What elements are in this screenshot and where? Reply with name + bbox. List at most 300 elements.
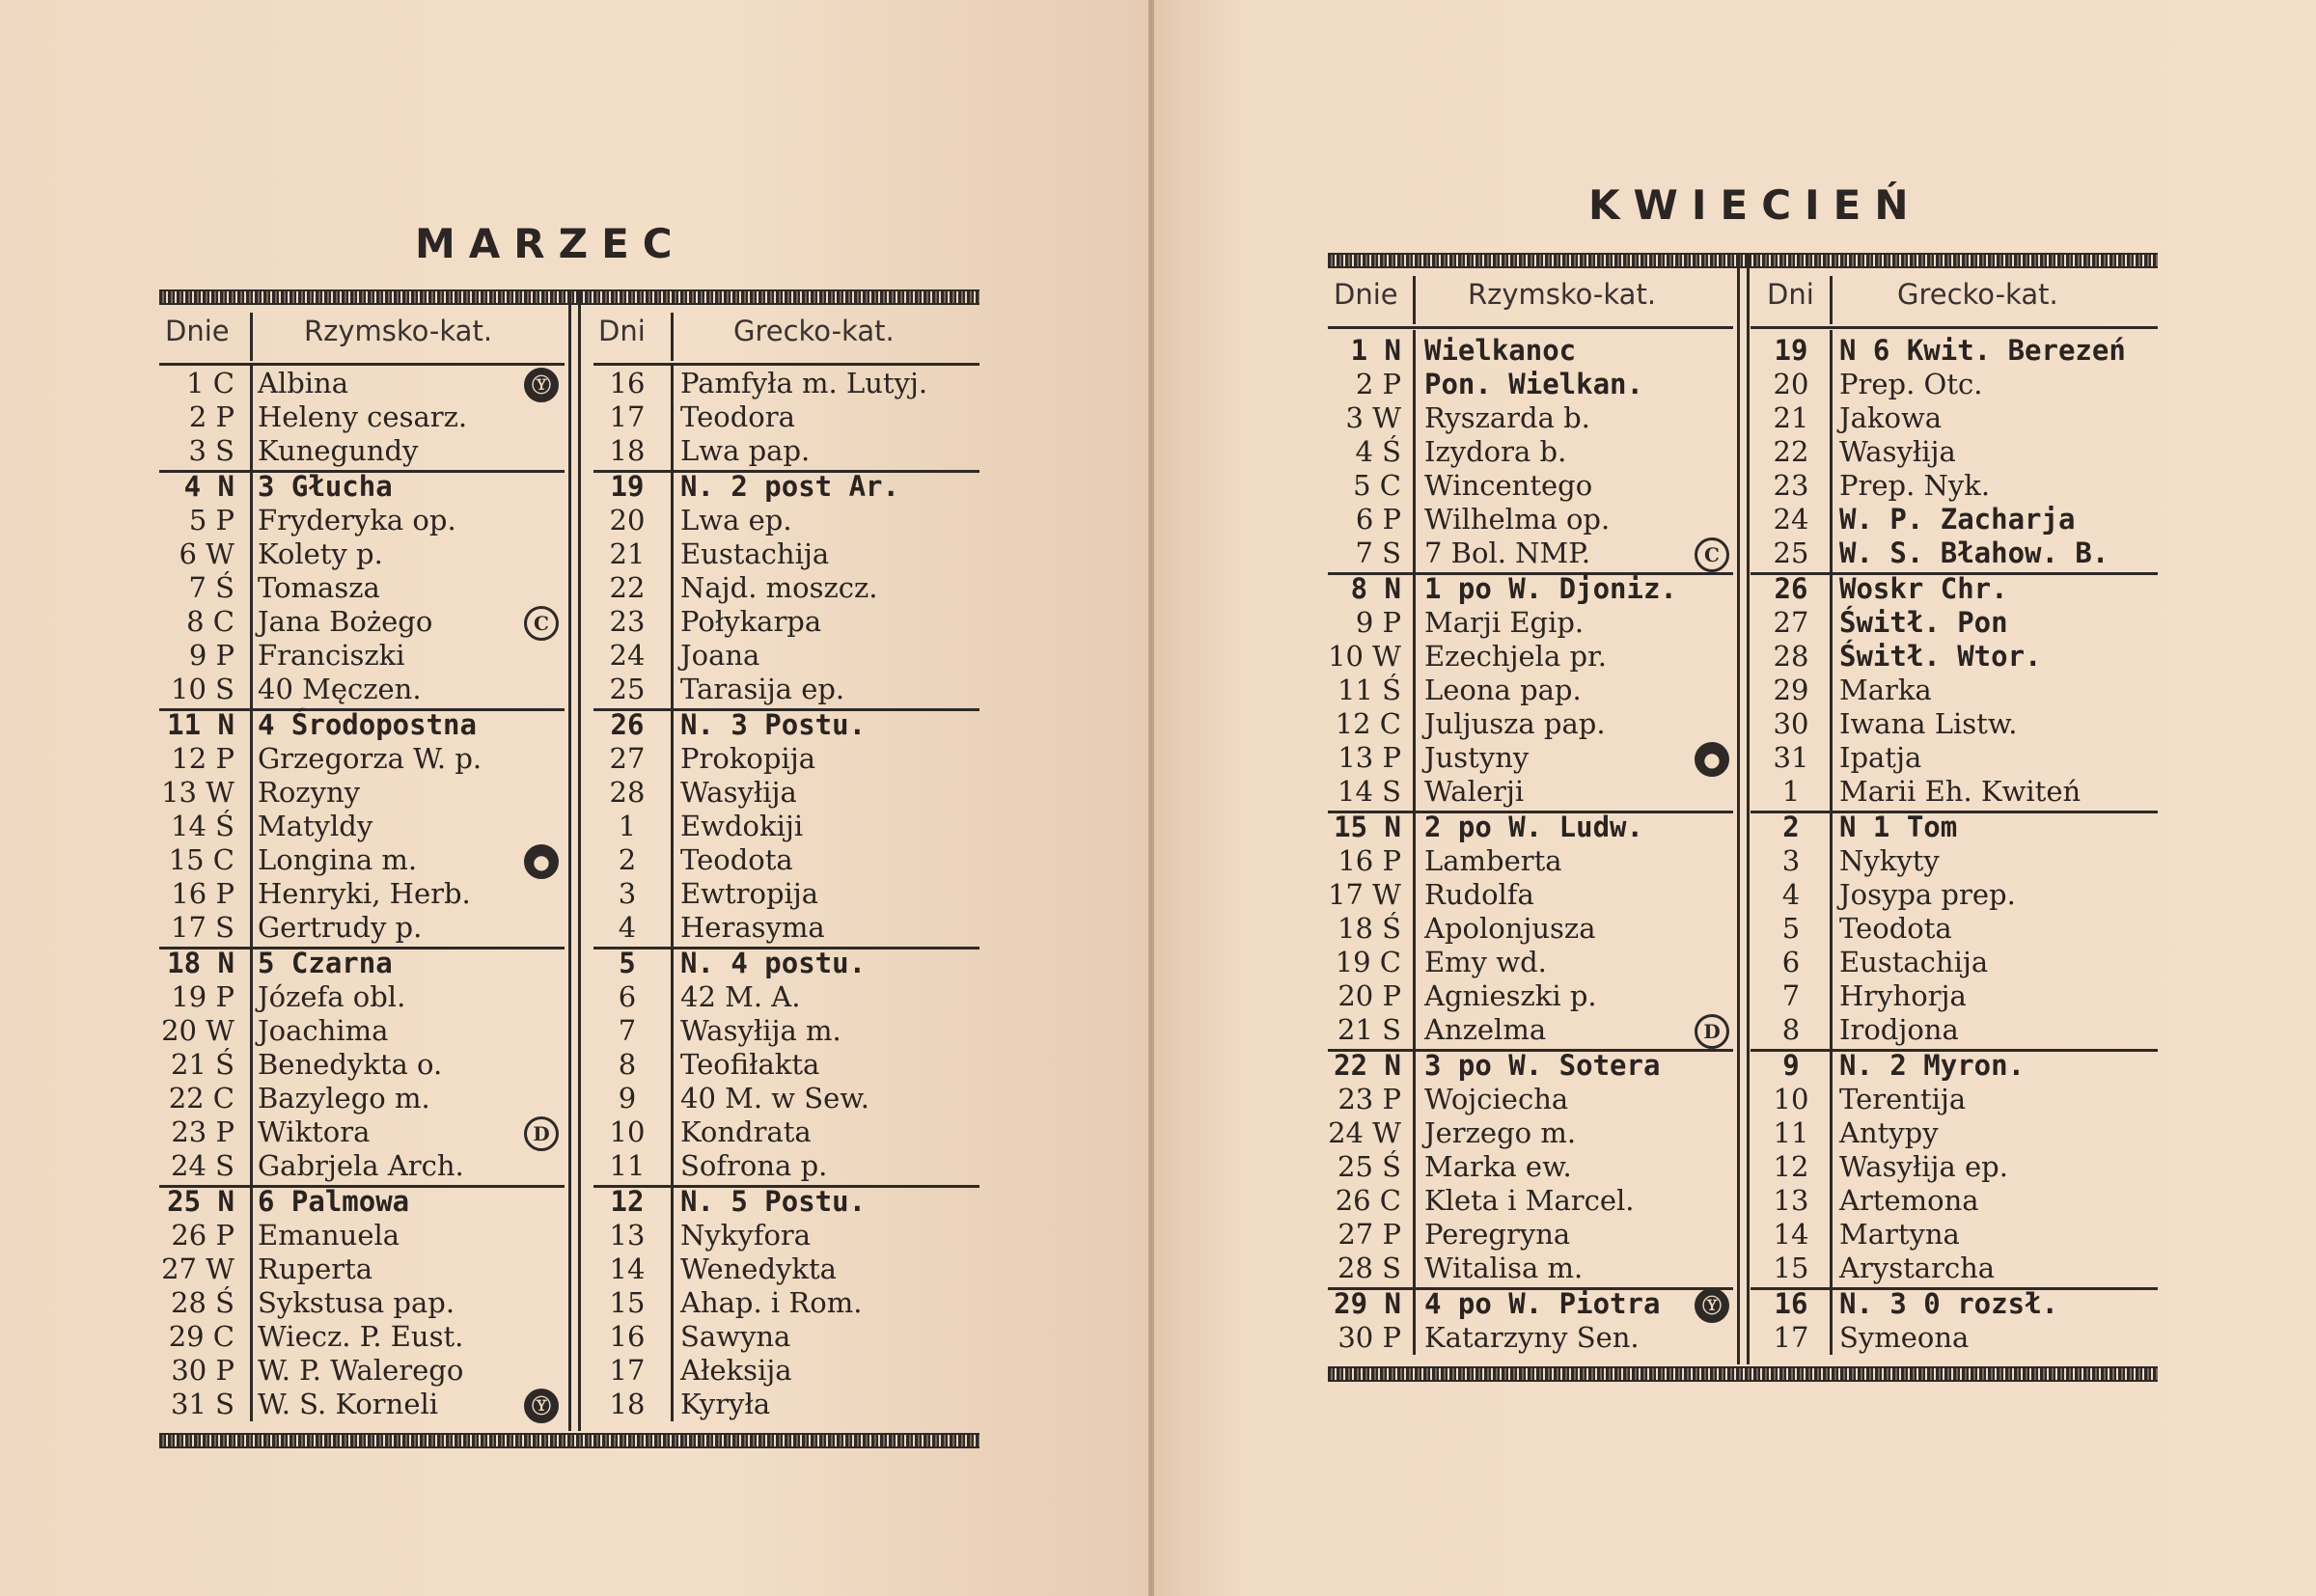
- roman-saint: Wojciecha: [1424, 1083, 1569, 1115]
- greek-day: 13: [1773, 1184, 1809, 1217]
- header-g_days: Dni: [1767, 278, 1814, 311]
- calendar-row: [159, 810, 979, 843]
- greek-saint: Antypy: [1839, 1116, 1939, 1149]
- roman-saint: Bazylego m.: [258, 1082, 430, 1114]
- greek-saint: Ewtropija: [680, 877, 819, 910]
- day-number: 4 N: [183, 470, 234, 503]
- moon-phase-icon: ●: [1695, 742, 1729, 777]
- day-number: 2 P: [188, 400, 234, 433]
- roman-saint: Józefa obl.: [258, 980, 406, 1013]
- calendar-row: [1328, 469, 2158, 503]
- calendar-row: [159, 877, 979, 911]
- greek-day: 20: [1773, 368, 1809, 400]
- roman-saint: Wiecz. P. Eust.: [258, 1320, 464, 1353]
- calendar-row: [159, 947, 979, 980]
- greek-saint: Tarasija ep.: [680, 673, 845, 705]
- roman-saint: Lamberta: [1424, 844, 1562, 877]
- roman-saint: 6 Palmowa: [258, 1185, 410, 1218]
- greek-saint: Eustachija: [680, 537, 830, 570]
- calendar-row: [1328, 946, 2158, 979]
- day-number: 13 W: [161, 776, 234, 809]
- calendar-row: [159, 843, 979, 877]
- roman-saint: Franciszki: [258, 639, 405, 672]
- calendar-row: [159, 980, 979, 1014]
- greek-saint: Nykyty: [1839, 844, 1940, 877]
- greek-saint: Ahap. i Rom.: [680, 1286, 863, 1319]
- right-page: [1154, 0, 2316, 1596]
- roman-saint: Wincentego: [1424, 469, 1593, 502]
- greek-day: 18: [609, 434, 646, 467]
- greek-saint: Lwa pap.: [680, 434, 811, 467]
- calendar-row: [159, 367, 979, 400]
- day-number: 22 C: [168, 1082, 234, 1114]
- greek-saint: Ałeksija: [680, 1354, 792, 1387]
- greek-day: 1: [618, 810, 637, 842]
- greek-day: 13: [609, 1219, 646, 1252]
- roman-saint: Juljusza pap.: [1424, 707, 1606, 740]
- greek-day: 25: [1773, 537, 1809, 569]
- roman-saint: Longina m.: [258, 843, 418, 876]
- roman-saint: Pon. Wielkan.: [1424, 368, 1643, 400]
- calendar-row: [1328, 1321, 2158, 1355]
- calendar-row: [159, 400, 979, 434]
- day-number: 14 S: [1337, 775, 1401, 808]
- day-column-divider: [250, 363, 253, 1421]
- calendar-row: [159, 1082, 979, 1115]
- greek-saint: Jakowa: [1839, 401, 1943, 434]
- greek-saint: Marii Eh. Kwiteń: [1839, 775, 2082, 808]
- greek-saint: Wasyłija ep.: [1839, 1150, 2008, 1183]
- greek-saint: Wasyłija m.: [680, 1014, 841, 1047]
- greek-saint: Wasyłija: [680, 776, 797, 809]
- roman-saint: W. P. Walerego: [258, 1354, 464, 1387]
- border-bottom-march: [159, 1433, 979, 1448]
- day-number: 19 C: [1335, 946, 1401, 978]
- day-number: 20 W: [161, 1014, 234, 1047]
- greek-day: 22: [1773, 435, 1809, 468]
- calendar-row: [159, 673, 979, 706]
- greek-day: 8: [1781, 1013, 1801, 1046]
- calendar-row: [1328, 1150, 2158, 1184]
- greek-day: 29: [1773, 674, 1809, 706]
- calendar-row: [1328, 1287, 2158, 1321]
- roman-saint: Kleta i Marcel.: [1424, 1184, 1635, 1217]
- day-number: 16 P: [1337, 844, 1401, 877]
- day-number: 15 C: [168, 843, 234, 876]
- greek-day: 21: [609, 537, 646, 570]
- greek-day: 15: [1773, 1252, 1809, 1284]
- greek-day: 1: [1781, 775, 1801, 808]
- day-number: 23 P: [171, 1115, 234, 1148]
- greek-day: 24: [1773, 503, 1809, 536]
- day-number: 11 N: [167, 708, 234, 741]
- calendar-table-march: [159, 289, 979, 1486]
- greek-day: 14: [609, 1252, 646, 1285]
- day-number: 5 C: [1353, 469, 1401, 502]
- roman-saint: Agnieszki p.: [1424, 979, 1597, 1012]
- greek-day: 6: [618, 980, 637, 1013]
- roman-saint: Kolety p.: [258, 537, 383, 570]
- day-number: 11 Ś: [1337, 674, 1401, 706]
- day-number: 9 P: [188, 639, 234, 672]
- greek-saint: Najd. moszcz.: [680, 571, 878, 604]
- calendar-row: [159, 571, 979, 605]
- roman-saint: Ryszarda b.: [1424, 401, 1590, 434]
- header-greek: Grecko-kat.: [1897, 278, 2058, 311]
- calendar-row: [1328, 537, 2158, 570]
- day-number: 24 W: [1328, 1116, 1401, 1149]
- greek-day: 11: [1773, 1116, 1809, 1149]
- day-number: 29 C: [168, 1320, 234, 1353]
- roman-saint: Fryderyka op.: [258, 504, 456, 537]
- roman-saint: 40 Męczen.: [258, 673, 422, 705]
- greek-day: 5: [619, 947, 636, 979]
- day-number: 12 P: [171, 742, 234, 775]
- greek-day: 31: [1773, 741, 1809, 774]
- day-number: 1 N: [1350, 334, 1401, 367]
- day-column-divider: [1830, 330, 1833, 1355]
- calendar-row: [1328, 401, 2158, 435]
- day-number: 7 S: [1355, 537, 1401, 569]
- greek-day: 15: [609, 1286, 646, 1319]
- day-number: 5 P: [188, 504, 234, 537]
- roman-saint: Izydora b.: [1424, 435, 1567, 468]
- roman-saint: Gabrjela Arch.: [258, 1149, 464, 1182]
- greek-saint: Eustachija: [1839, 946, 1989, 978]
- roman-saint: Marji Egip.: [1424, 606, 1585, 639]
- calendar-row: [159, 1286, 979, 1320]
- border-top-april: [1328, 253, 2158, 268]
- day-number: 31 S: [171, 1388, 234, 1420]
- greek-day: 17: [609, 1354, 646, 1387]
- greek-day: 24: [609, 639, 646, 672]
- roman-saint: Justyny: [1424, 741, 1530, 774]
- greek-saint: Sofrona p.: [680, 1149, 828, 1182]
- day-number: 14 Ś: [171, 810, 234, 842]
- day-number: 6 P: [1355, 503, 1401, 536]
- roman-saint: Heleny cesarz.: [258, 400, 468, 433]
- roman-saint: Matyldy: [258, 810, 373, 842]
- moon-phase-icon: D: [524, 1116, 559, 1151]
- greek-saint: Wasyłija: [1839, 435, 1956, 468]
- greek-day: 27: [609, 742, 646, 775]
- roman-saint: Jana Bożego: [258, 605, 433, 638]
- roman-saint: 5 Czarna: [258, 947, 393, 979]
- day-number: 10 S: [171, 673, 234, 705]
- day-number: 26 C: [1335, 1184, 1401, 1217]
- calendar-row: [159, 776, 979, 810]
- greek-saint: W. S. Błahow. B.: [1839, 537, 2109, 569]
- roman-saint: Henryki, Herb.: [258, 877, 471, 910]
- day-number: 4 Ś: [1355, 435, 1401, 468]
- calendar-row: [159, 742, 979, 776]
- greek-saint: 42 M. A.: [680, 980, 801, 1013]
- calendar-row: [159, 1354, 979, 1388]
- day-number: 2 P: [1355, 368, 1401, 400]
- day-number: 9 P: [1355, 606, 1401, 639]
- greek-day: 4: [618, 911, 637, 944]
- day-number: 18 Ś: [1337, 912, 1401, 945]
- greek-saint: Kondrata: [680, 1115, 812, 1148]
- roman-saint: Peregryna: [1424, 1218, 1571, 1251]
- day-number: 24 S: [171, 1149, 234, 1182]
- calendar-row: [1328, 775, 2158, 809]
- greek-saint: N 6 Kwit. Berezeń: [1839, 334, 2126, 367]
- day-number: 23 P: [1337, 1083, 1401, 1115]
- header-greek: Grecko-kat.: [733, 315, 895, 347]
- greek-saint: Lwa ep.: [680, 504, 792, 537]
- calendar-row: [1328, 811, 2158, 844]
- roman-saint: Kunegundy: [258, 434, 419, 467]
- calendar-row: [159, 434, 979, 468]
- header-divider: [1413, 276, 1416, 324]
- calendar-row: [1328, 572, 2158, 606]
- day-number: 7 Ś: [188, 571, 234, 604]
- calendar-row: [1328, 1218, 2158, 1252]
- calendar-row: [159, 504, 979, 537]
- calendar-row: [1328, 844, 2158, 878]
- day-number: 18 N: [167, 947, 234, 979]
- greek-day: 19: [610, 470, 645, 503]
- greek-saint: Ipatja: [1839, 741, 1922, 774]
- roman-saint: Wilhelma op.: [1424, 503, 1611, 536]
- day-number: 3 S: [188, 434, 234, 467]
- greek-saint: N. 2 post Ar.: [680, 470, 899, 503]
- header-divider: [671, 313, 674, 361]
- day-column-divider: [1413, 330, 1416, 1355]
- header-rule: [1751, 326, 2158, 329]
- greek-saint: N. 4 postu.: [680, 947, 867, 979]
- day-number: 27 W: [161, 1252, 234, 1285]
- roman-saint: Gertrudy p.: [258, 911, 423, 944]
- header-days: Dnie: [1334, 278, 1398, 311]
- greek-saint: N 1 Tom: [1839, 811, 1958, 843]
- roman-saint: Benedykta o.: [258, 1048, 443, 1081]
- day-number: 12 C: [1335, 707, 1401, 740]
- roman-saint: Tomasza: [258, 571, 380, 604]
- greek-saint: Wenedykta: [680, 1252, 837, 1285]
- greek-saint: Symeona: [1839, 1321, 1970, 1354]
- roman-saint: Grzegorza W. p.: [258, 742, 482, 775]
- calendar-row: [1328, 368, 2158, 401]
- day-number: 21 S: [1337, 1013, 1401, 1046]
- roman-saint: 4 po W. Piotra: [1424, 1287, 1661, 1320]
- roman-saint: 7 Bol. NMP.: [1424, 537, 1591, 569]
- day-number: 20 P: [1337, 979, 1401, 1012]
- greek-saint: Teodota: [1839, 912, 1952, 945]
- greek-day: 16: [609, 367, 646, 399]
- calendar-row: [159, 1149, 979, 1183]
- greek-day: 5: [1781, 912, 1801, 945]
- roman-saint: 1 po W. Djoniz.: [1424, 572, 1677, 605]
- header-roman: Rzymsko-kat.: [1468, 278, 1657, 311]
- greek-saint: Kyryła: [680, 1388, 771, 1420]
- header-rule: [593, 363, 979, 366]
- calendar-row: [159, 911, 979, 945]
- roman-saint: W. S. Korneli: [258, 1388, 439, 1420]
- greek-saint: Iwana Listw.: [1839, 707, 2018, 740]
- calendar-row: [159, 708, 979, 742]
- roman-saint: Sykstusa pap.: [258, 1286, 455, 1319]
- day-number: 8 C: [186, 605, 234, 638]
- greek-day: 27: [1773, 606, 1809, 639]
- roman-saint: Leona pap.: [1424, 674, 1582, 706]
- roman-saint: 2 po W. Ludw.: [1424, 811, 1643, 843]
- greek-day: 7: [1781, 979, 1801, 1012]
- calendar-row: [159, 1048, 979, 1082]
- moon-phase-icon: Ⓨ: [524, 1389, 559, 1423]
- greek-saint: Herasyma: [680, 911, 825, 944]
- calendar-row: [1328, 606, 2158, 640]
- calendar-row: [159, 1252, 979, 1286]
- greek-day: 16: [1774, 1287, 1808, 1320]
- greek-day: 2: [618, 843, 637, 876]
- greek-day: 25: [609, 673, 646, 705]
- greek-day: 14: [1773, 1218, 1809, 1251]
- calendar-row: [159, 1014, 979, 1048]
- greek-saint: N. 3 0 rozsł.: [1839, 1287, 2058, 1320]
- calendar-table-april: [1328, 253, 2158, 1459]
- moon-phase-icon: C: [524, 606, 559, 641]
- greek-saint: Świtł. Wtor.: [1839, 640, 2042, 673]
- greek-day: 2: [1782, 811, 1800, 843]
- calendar-row: [159, 1320, 979, 1354]
- roman-saint: Rudolfa: [1424, 878, 1534, 911]
- greek-day: 8: [618, 1048, 637, 1081]
- greek-saint: Teodota: [680, 843, 793, 876]
- roman-saint: 3 Głucha: [258, 470, 393, 503]
- greek-day: 22: [609, 571, 646, 604]
- calendar-row: [159, 537, 979, 571]
- greek-saint: Sawyna: [680, 1320, 791, 1353]
- day-number: 30 P: [1337, 1321, 1401, 1354]
- roman-saint: Wielkanoc: [1424, 334, 1577, 367]
- calendar-row: [1328, 1116, 2158, 1150]
- header-roman: Rzymsko-kat.: [304, 315, 493, 347]
- greek-day: 23: [609, 605, 646, 638]
- calendar-row: [159, 1185, 979, 1219]
- greek-saint: N. 3 Postu.: [680, 708, 867, 741]
- greek-saint: Martyna: [1839, 1218, 1960, 1251]
- greek-saint: Arystarcha: [1839, 1252, 1996, 1284]
- roman-saint: Joachima: [258, 1014, 389, 1047]
- greek-saint: Teodora: [680, 400, 795, 433]
- greek-day: 19: [1774, 334, 1808, 367]
- greek-day: 23: [1773, 469, 1809, 502]
- greek-day: 12: [1773, 1150, 1809, 1183]
- greek-saint: Nykyfora: [680, 1219, 812, 1252]
- border-bottom-april: [1328, 1366, 2158, 1382]
- moon-phase-icon: ●: [524, 844, 559, 879]
- greek-saint: Woskr Chr.: [1839, 572, 2008, 605]
- greek-saint: N. 2 Myron.: [1839, 1049, 2026, 1082]
- calendar-row: [1328, 435, 2158, 469]
- roman-saint: Marka ew.: [1424, 1150, 1572, 1183]
- greek-saint: Terentija: [1839, 1083, 1967, 1115]
- greek-saint: Prokopija: [680, 742, 815, 775]
- day-number: 21 Ś: [171, 1048, 234, 1081]
- day-number: 30 P: [171, 1354, 234, 1387]
- greek-saint: W. P. Zacharja: [1839, 503, 2076, 536]
- greek-saint: Marka: [1839, 674, 1932, 706]
- calendar-row: [1328, 674, 2158, 707]
- day-number: 15 N: [1334, 811, 1401, 843]
- greek-day: 4: [1781, 878, 1801, 911]
- calendar-row: [1328, 334, 2158, 368]
- roman-saint: Rozyny: [258, 776, 361, 809]
- greek-day: 21: [1773, 401, 1809, 434]
- header-rule: [1328, 326, 1733, 329]
- greek-day: 17: [1773, 1321, 1809, 1354]
- greek-day: 17: [609, 400, 646, 433]
- greek-saint: Prep. Nyk.: [1839, 469, 1991, 502]
- day-number: 17 S: [171, 911, 234, 944]
- greek-saint: Ewdokiji: [680, 810, 804, 842]
- calendar-row: [1328, 1252, 2158, 1285]
- greek-day: 10: [609, 1115, 646, 1148]
- calendar-row: [1328, 979, 2158, 1013]
- greek-saint: Joana: [680, 639, 760, 672]
- greek-saint: Artemona: [1839, 1184, 1979, 1217]
- greek-saint: Josypa prep.: [1839, 878, 2016, 911]
- header-divider: [250, 313, 253, 361]
- moon-phase-icon: D: [1695, 1014, 1729, 1049]
- greek-day: 9: [1782, 1049, 1800, 1082]
- greek-day: 30: [1773, 707, 1809, 740]
- day-number: 1 C: [186, 367, 234, 399]
- month-title-march: MARZEC: [415, 220, 686, 267]
- day-number: 19 P: [171, 980, 234, 1013]
- day-number: 29 N: [1334, 1287, 1401, 1320]
- header-g_days: Dni: [598, 315, 646, 347]
- greek-day: 9: [618, 1082, 637, 1114]
- greek-saint: Świtł. Pon: [1839, 606, 2008, 639]
- greek-saint: Irodjona: [1839, 1013, 1959, 1046]
- moon-phase-icon: C: [1695, 537, 1729, 572]
- roman-saint: Apolonjusza: [1424, 912, 1596, 945]
- greek-saint: N. 5 Postu.: [680, 1185, 867, 1218]
- greek-day: 7: [618, 1014, 637, 1047]
- calendar-row: [1328, 912, 2158, 946]
- greek-saint: Pamfyła m. Lutyj.: [680, 367, 928, 399]
- calendar-row: [159, 1388, 979, 1421]
- moon-phase-icon: Ⓨ: [1695, 1288, 1729, 1323]
- greek-day: 28: [1773, 640, 1809, 673]
- calendar-row: [1328, 741, 2158, 775]
- day-number: 8 N: [1350, 572, 1401, 605]
- day-number: 10 W: [1328, 640, 1401, 673]
- day-column-divider: [671, 363, 674, 1421]
- day-number: 26 P: [171, 1219, 234, 1252]
- greek-day: 3: [1781, 844, 1801, 877]
- roman-saint: Katarzyny Sen.: [1424, 1321, 1640, 1354]
- calendar-row: [1328, 503, 2158, 537]
- greek-day: 26: [1774, 572, 1808, 605]
- header-divider: [1830, 276, 1833, 324]
- roman-saint: Albina: [258, 367, 349, 399]
- greek-saint: Prep. Otc.: [1839, 368, 1983, 400]
- roman-saint: Ezechjela pr.: [1424, 640, 1607, 673]
- calendar-row: [159, 470, 979, 504]
- day-number: 25 Ś: [1337, 1150, 1401, 1183]
- greek-day: 12: [610, 1185, 645, 1218]
- calendar-row: [159, 605, 979, 639]
- roman-saint: Ruperta: [258, 1252, 373, 1285]
- greek-saint: 40 M. w Sew.: [680, 1082, 869, 1114]
- header-rule: [159, 363, 565, 366]
- calendar-row: [159, 1219, 979, 1252]
- greek-day: 20: [609, 504, 646, 537]
